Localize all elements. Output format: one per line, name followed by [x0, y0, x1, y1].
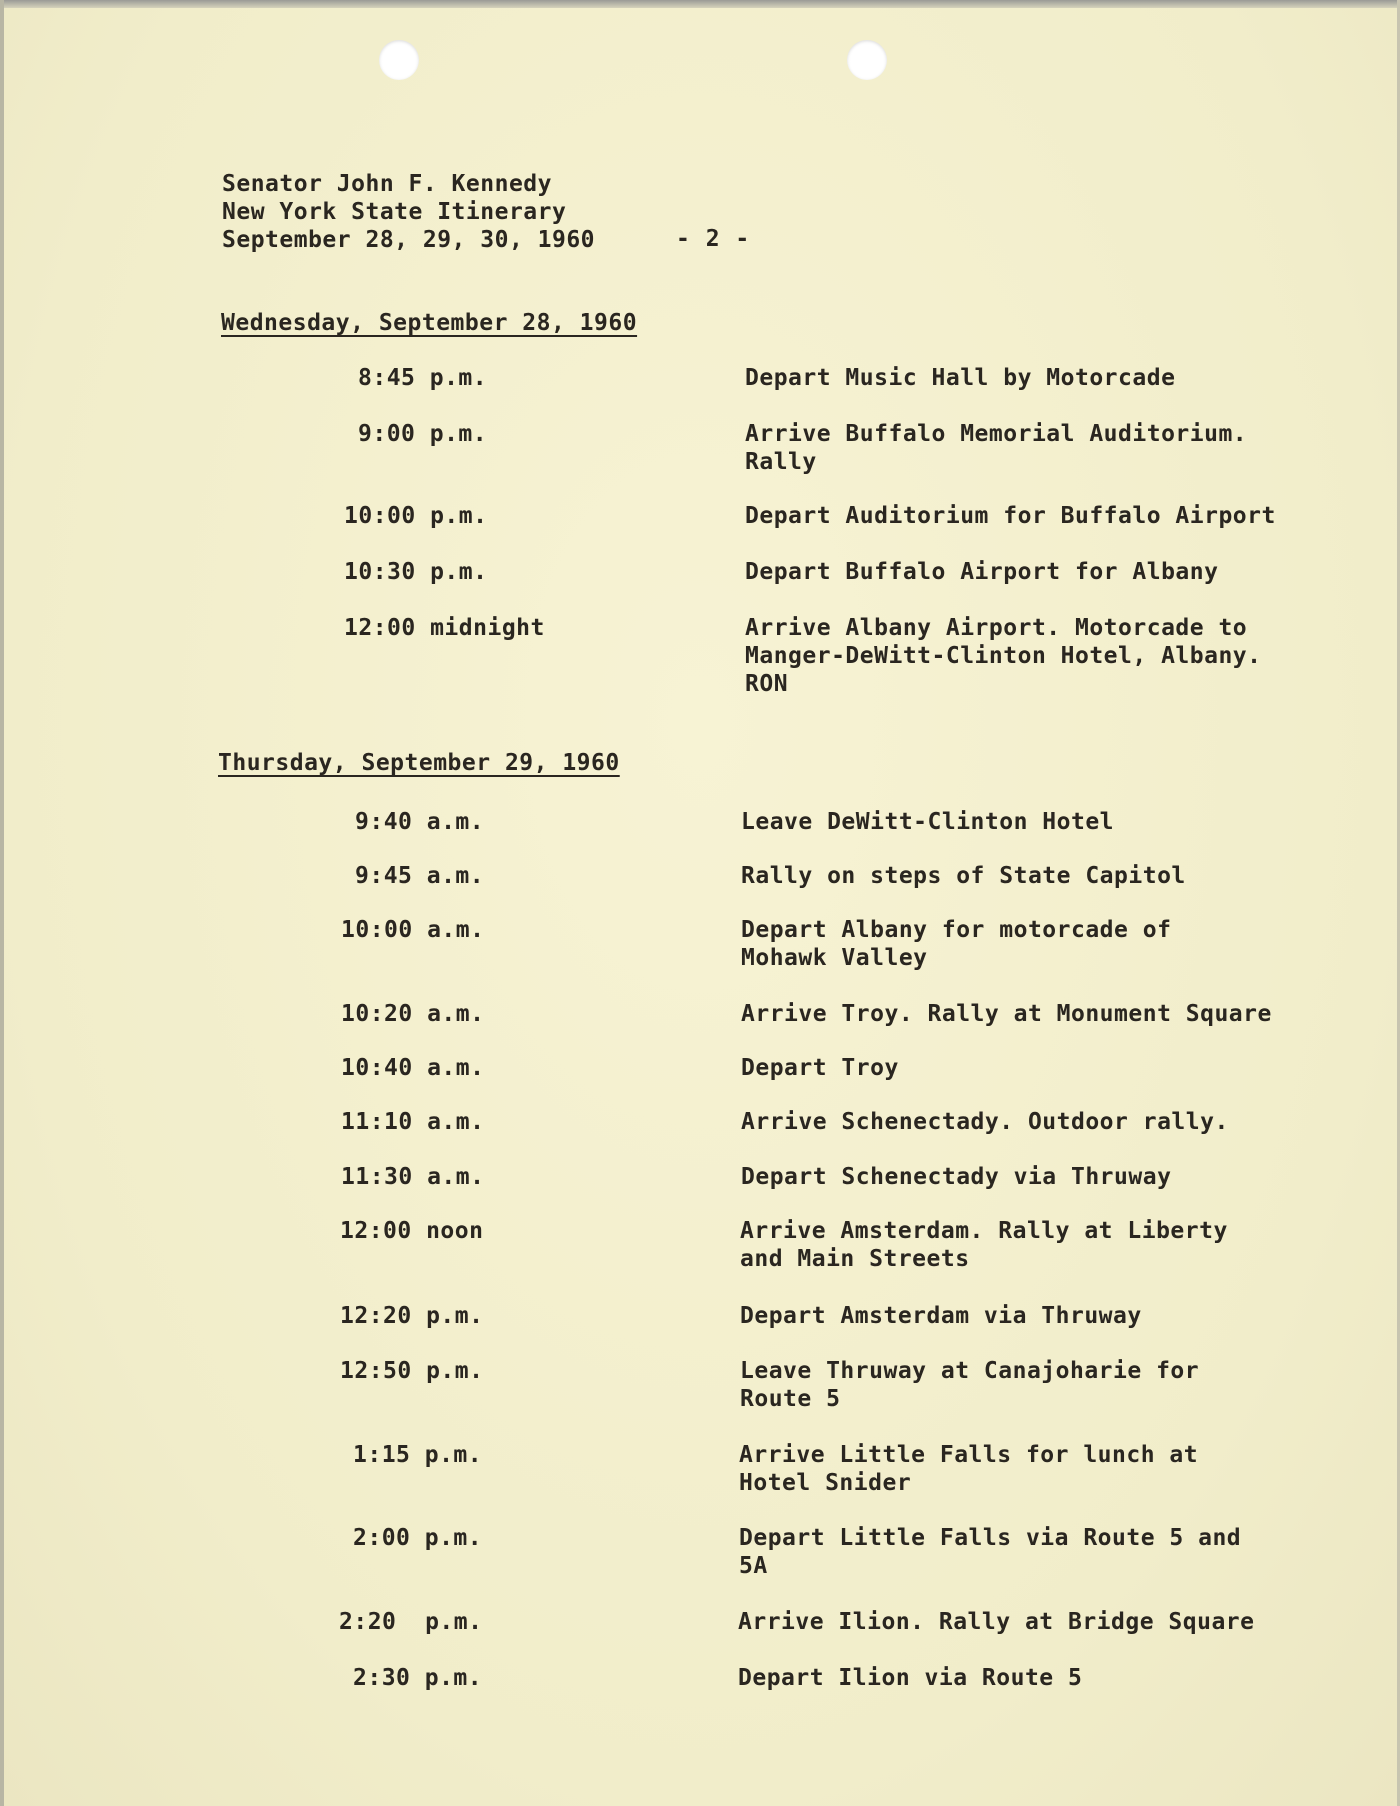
entry-event: Depart Buffalo Airport for Albany — [745, 559, 1219, 585]
entry-event: Arrive Buffalo Memorial Auditorium. Rally — [745, 421, 1248, 475]
punch-hole-left — [379, 40, 419, 80]
entry-event: Depart Albany for motorcade of Mohawk Valley — [741, 917, 1172, 971]
entry-time: 9:00 p.m. — [358, 421, 488, 447]
page-top-edge — [0, 0, 1400, 8]
punch-hole-right — [847, 40, 887, 80]
entry-event: Arrive Ilion. Rally at Bridge Square — [738, 1609, 1255, 1635]
entry-event: Arrive Schenectady. Outdoor rally. — [741, 1109, 1229, 1135]
entry-time: 9:45 a.m. — [355, 863, 485, 889]
entry-time: 10:40 a.m. — [341, 1055, 485, 1081]
entry-event: Depart Little Falls via Route 5 and 5A — [739, 1525, 1242, 1579]
entry-time: 10:30 p.m. — [344, 559, 488, 585]
entry-event: Depart Auditorium for Buffalo Airport — [745, 503, 1276, 529]
entry-time: 10:00 p.m. — [344, 503, 488, 529]
entry-event: Arrive Amsterdam. Rally at Liberty and Main Streets — [740, 1218, 1228, 1272]
header-line-itinerary: New York State Itinerary — [222, 199, 567, 225]
entry-event: Arrive Albany Airport. Motorcade to Manger-DeWitt-Clinton Hotel, Albany. RON — [745, 615, 1262, 697]
entry-event: Leave DeWitt-Clinton Hotel — [741, 809, 1115, 835]
page-left-edge — [0, 0, 4, 1806]
day-heading-wednesday: Wednesday, September 28, 1960 — [221, 310, 638, 336]
header-line-senator: Senator John F. Kennedy — [222, 171, 552, 197]
entry-time: 12:00 midnight — [344, 615, 545, 641]
entry-time: 12:00 noon — [340, 1218, 484, 1244]
day-heading-thursday: Thursday, September 29, 1960 — [218, 750, 620, 776]
entry-time: 11:10 a.m. — [341, 1109, 485, 1135]
entry-event: Depart Ilion via Route 5 — [738, 1665, 1083, 1691]
entry-time: 2:20 p.m. — [339, 1609, 483, 1635]
entry-time: 12:50 p.m. — [340, 1358, 484, 1384]
page-number: - 2 - — [676, 226, 751, 252]
entry-time: 8:45 p.m. — [358, 365, 488, 391]
entry-time: 2:30 p.m. — [353, 1665, 483, 1691]
entry-event: Leave Thruway at Canajoharie for Route 5 — [740, 1358, 1200, 1412]
document-header — [222, 170, 595, 254]
entry-event: Rally on steps of State Capitol — [741, 863, 1186, 889]
entry-event: Depart Schenectady via Thruway — [741, 1164, 1172, 1190]
entry-time: 1:15 p.m. — [353, 1442, 483, 1468]
entry-time: 12:20 p.m. — [340, 1303, 484, 1329]
entry-event: Depart Troy — [741, 1055, 899, 1081]
entry-time: 11:30 a.m. — [341, 1164, 485, 1190]
entry-time: 9:40 a.m. — [355, 809, 485, 835]
entry-event: Arrive Troy. Rally at Monument Square — [741, 1001, 1272, 1027]
entry-event: Depart Amsterdam via Thruway — [740, 1303, 1142, 1329]
entry-time: 10:00 a.m. — [341, 917, 485, 943]
entry-event: Arrive Little Falls for lunch at Hotel Snider — [739, 1442, 1199, 1496]
entry-time: 10:20 a.m. — [341, 1001, 485, 1027]
entry-event: Depart Music Hall by Motorcade — [745, 365, 1176, 391]
header-line-dates: September 28, 29, 30, 1960 — [222, 227, 596, 253]
entry-time: 2:00 p.m. — [353, 1525, 483, 1551]
